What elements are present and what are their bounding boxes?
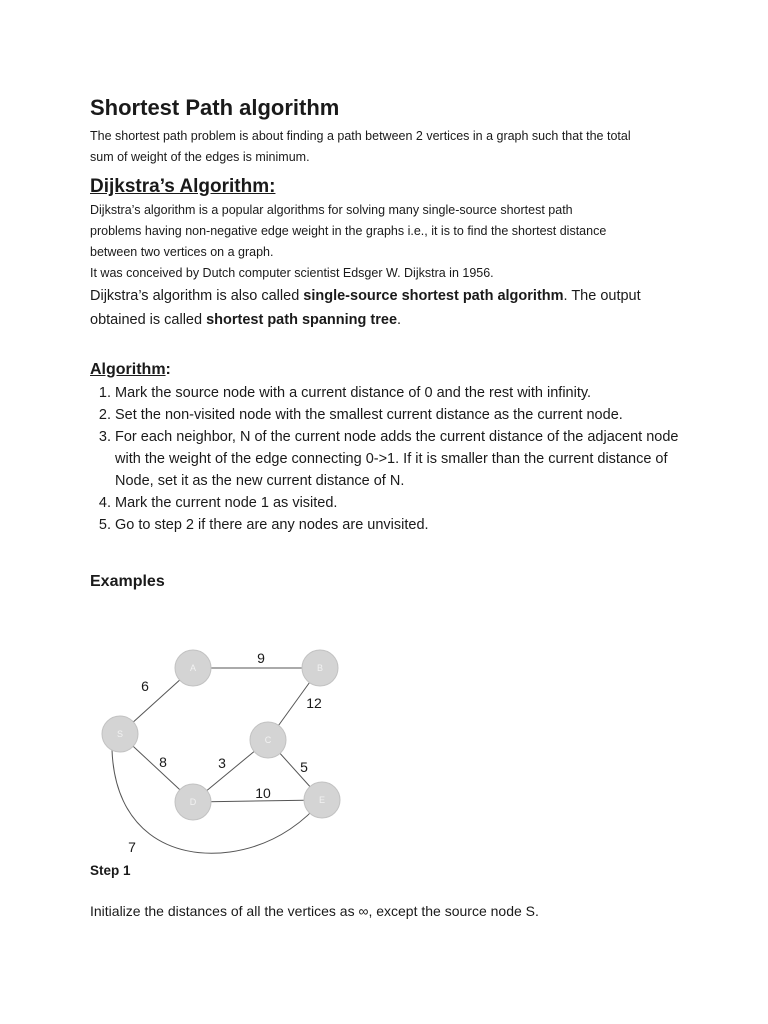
dijkstra-p1-line-3: between two vertices on a graph. xyxy=(90,245,274,259)
dijkstra-p1-line-2: problems having non-negative edge weight in the graphs i.e., it is to find the shortest distance xyxy=(90,224,607,238)
step-1-text: Initialize the distances of all the vertices as ∞, except the source node S. xyxy=(90,903,539,919)
dijkstra-paragraph-2: It was conceived by Dutch computer scientist Edsger W. Dijkstra in 1956. xyxy=(90,266,494,280)
weight-d-e: 10 xyxy=(255,785,271,801)
algorithm-step-5: 5. Go to step 2 if there are any nodes are unvisited. xyxy=(115,514,690,536)
node-label-a: A xyxy=(189,663,197,673)
algorithm-step-1: 1. Mark the source node with a current distance of 0 and the rest with infinity. xyxy=(115,382,690,404)
step-1-label: Step 1 xyxy=(90,863,131,878)
intro-line-2: sum of weight of the edges is minimum. xyxy=(90,150,310,164)
dijkstra-heading: Dijkstra’s Algorithm: xyxy=(90,176,276,197)
weight-s-d: 8 xyxy=(159,754,167,770)
page-title: Shortest Path algorithm xyxy=(90,95,340,120)
weight-d-c: 3 xyxy=(218,755,226,771)
algorithm-steps xyxy=(90,382,690,536)
p3-text-1: Dijkstra’s algorithm is also called xyxy=(90,288,304,304)
node-label-c: C xyxy=(264,735,272,745)
example-graph xyxy=(90,630,390,860)
weight-s-e: 7 xyxy=(128,839,136,855)
algorithm-heading xyxy=(90,358,690,382)
algorithm-heading-text: Algorithm xyxy=(90,361,166,378)
algorithm-step-2: 2. Set the non-visited node with the smallest current distance as the current node. xyxy=(115,404,690,426)
dijkstra-p1-line-1: Dijkstra’s algorithm is a popular algorithms for solving many single-source shortest path xyxy=(90,203,573,217)
intro-line-1: The shortest path problem is about finding a path between 2 vertices in a graph such that the total xyxy=(90,129,631,143)
p3-bold-2: shortest path spanning tree xyxy=(206,312,398,328)
weight-b-c: 12 xyxy=(306,695,322,711)
node-label-d: D xyxy=(189,797,197,807)
p3-bold-1: single-source shortest path algorithm xyxy=(303,288,564,304)
p3-text-4: . xyxy=(397,312,402,328)
node-label-e: E xyxy=(318,795,326,805)
algorithm-step-3: 3. For each neighbor, N of the current node adds the current distance of the adjacent node with the weight of the edge connecting 0->1. If it is smaller than the current distance of Node, set it as the new current distance of N. xyxy=(115,426,690,492)
algorithm-heading-colon: : xyxy=(165,361,171,378)
weight-c-e: 5 xyxy=(300,759,308,775)
dijkstra-paragraph-1 xyxy=(90,200,690,263)
node-label-s: S xyxy=(116,729,124,739)
dijkstra-paragraph-3 xyxy=(90,284,690,332)
weight-a-b: 9 xyxy=(257,650,265,666)
intro-paragraph xyxy=(90,126,690,168)
document-content xyxy=(90,92,690,594)
node-label-b: B xyxy=(316,663,324,673)
p3-text-2: . The output xyxy=(563,288,641,304)
examples-heading: Examples xyxy=(90,573,165,590)
graph-diagram xyxy=(90,630,390,860)
p3-text-3: obtained is called xyxy=(90,312,207,328)
algorithm-step-4: 4. Mark the current node 1 as visited. xyxy=(115,492,690,514)
weight-s-a: 6 xyxy=(141,678,149,694)
